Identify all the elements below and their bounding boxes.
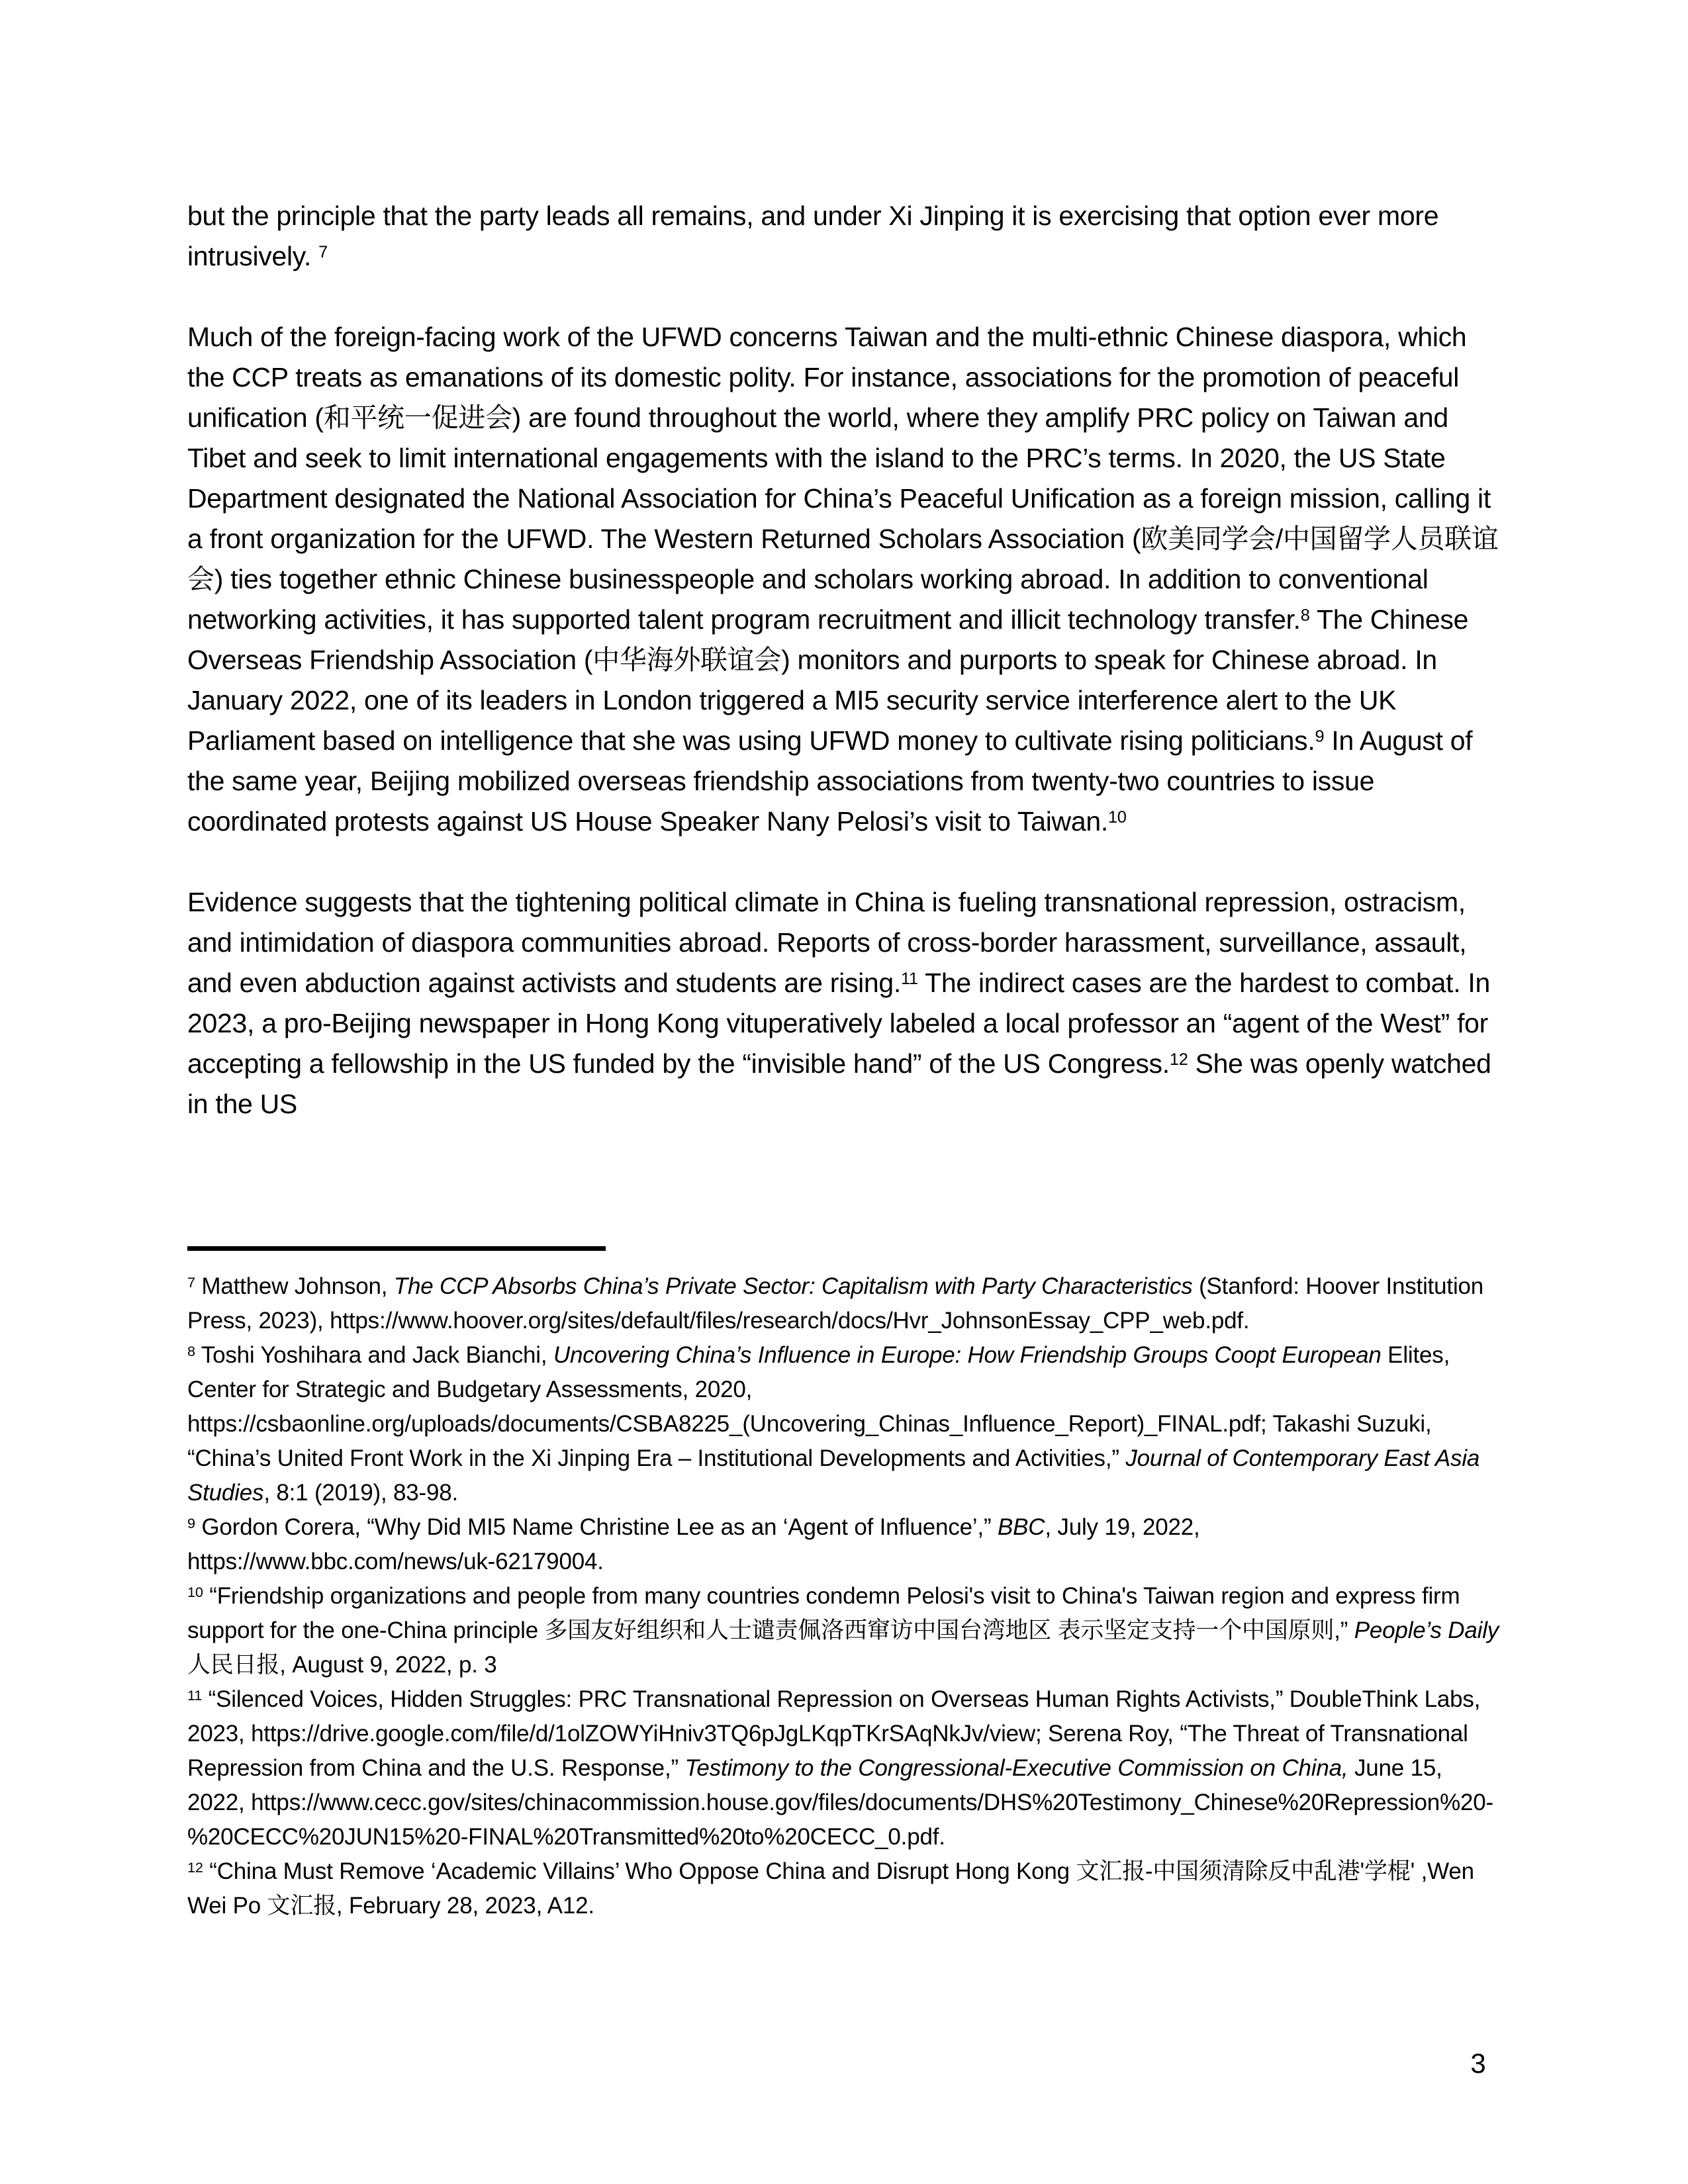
text-run: She was openly watched in the US: [187, 1048, 1491, 1119]
italic-text-run: Journal of Contemporary East Asia Studies: [187, 1445, 1480, 1506]
italic-text-run: People’s Daily: [1354, 1617, 1499, 1643]
footnote-ref: 10: [1107, 807, 1127, 827]
footnote-ref: 11: [901, 969, 918, 988]
footnote-ref: 11: [187, 1686, 203, 1704]
text-run: 人民日报, August 9, 2022, p. 3: [187, 1652, 497, 1678]
italic-text-run: BBC: [997, 1514, 1045, 1540]
footnote-9: [187, 1510, 1501, 1579]
text-run: June 15, 2022, https://www.cecc.gov/sites/chinacommission.house.gov/files/documents/DHS%20Testimony_Chinese%20Repression%20-%20CECC%20JUN15%20-FINAL%20Transmitted%20to%20CECC_0.pdf.: [187, 1755, 1493, 1850]
paragraph-3: [187, 882, 1501, 1124]
footnote-ref: 9: [187, 1514, 195, 1531]
text-run: , July 19, 2022, https://www.bbc.com/news/uk-62179004.: [187, 1514, 1200, 1574]
footnotes-section: [187, 1269, 1501, 1923]
text-run: Toshi Yoshihara and Jack Bianchi,: [195, 1342, 553, 1368]
footnote-7: [187, 1269, 1501, 1338]
paragraph-1: [187, 196, 1501, 277]
text-run: Elites, Center for Strategic and Budgetary Assessments, 2020, https://csbaonline.org/uploads/documents/CSBA8225_(Uncovering_Chinas_Influence_Report)_FINAL.pdf; Takashi Suzuki, “China’s United Front Work in the Xi Jinping Era – Institutional Developments and Activities,”: [187, 1342, 1450, 1471]
body-text: [187, 196, 1501, 1165]
text-run: , 8:1 (2019), 83-98.: [263, 1480, 459, 1506]
footnote-ref: 12: [187, 1858, 203, 1876]
text-run: “China Must Remove ‘Academic Villains’ Who Oppose China and Disrupt Hong Kong 文汇报-中国须清除反中乱港'学棍' ,Wen Wei Po 文汇报, February 28, 2023, A12.: [187, 1858, 1474, 1919]
text-run: “Friendship organizations and people from many countries condemn Pelosi's visit to China's Taiwan region and express firm support for the one-China principle 多国友好组织和人士谴责佩洛西窜访中国台湾地区 表示坚定支持一个中国原则,”: [187, 1583, 1460, 1643]
paragraph-2: [187, 317, 1501, 842]
footnote-ref: 10: [187, 1583, 203, 1600]
text-run: Matthew Johnson,: [195, 1273, 394, 1299]
footnote-separator: [187, 1246, 606, 1251]
page-number: 3: [1470, 2048, 1486, 2079]
italic-text-run: The CCP Absorbs China’s Private Sector: Capitalism with Party Characteristics: [393, 1273, 1193, 1299]
text-run: Gordon Corera, “Why Did MI5 Name Christine Lee as an ‘Agent of Influence’,”: [195, 1514, 998, 1540]
text-run: but the principle that the party leads all remains, and under Xi Jinping it is exercising that option ever more intrusively.: [187, 201, 1439, 271]
footnote-ref: 8: [187, 1342, 195, 1359]
footnote-ref: 7: [318, 242, 328, 261]
footnote-10: [187, 1579, 1501, 1682]
text-run: In August of the same year, Beijing mobilized overseas friendship associations from twenty-two countries to issue coordinated protests against US House Speaker Nany Pelosi’s visit to Taiwan.: [187, 725, 1473, 837]
footnote-11: [187, 1682, 1501, 1854]
text-run: (Stanford: Hoover Institution Press, 2023), https://www.hoover.org/sites/default/files/research/docs/Hvr_JohnsonEssay_CPP_web.pdf.: [187, 1273, 1484, 1334]
footnote-8: [187, 1338, 1501, 1510]
italic-text-run: Uncovering China’s Influence in Europe: How Friendship Groups Coopt European: [553, 1342, 1382, 1368]
text-run: The Chinese Overseas Friendship Association (中华海外联谊会) monitors and purports to speak for Chinese abroad. In January 2022, one of its leaders in London triggered a MI5 security service interference alert to the UK Parliament based on intelligence that she was using UFWD money to cultivate rising politicians.: [187, 604, 1469, 756]
footnote-12: [187, 1854, 1501, 1923]
footnote-ref: 9: [1315, 727, 1325, 746]
footnote-ref: 7: [187, 1273, 195, 1291]
footnote-ref: 8: [1300, 606, 1310, 625]
italic-text-run: Testimony to the Congressional-Executive Commission on China,: [684, 1755, 1348, 1781]
text-run: Evidence suggests that the tightening political climate in China is fueling transnational repression, ostracism, and intimidation of diaspora communities abroad. Reports of cross-border harassment, surveillance, assault, and even abduction against activists and students are rising.: [187, 887, 1467, 998]
text-run: “Silenced Voices, Hidden Struggles: PRC Transnational Repression on Overseas Human Rights Activists,” DoubleThink Labs, 2023, https://drive.google.com/file/d/1olZOWYiHniv3TQ6pJgLKqpTKrSAqNkJv/view; Serena Roy, “The Threat of Transnational Repression from China and the U.S. Response,”: [187, 1686, 1481, 1781]
footnote-ref: 12: [1169, 1050, 1188, 1069]
text-run: Much of the foreign-facing work of the UFWD concerns Taiwan and the multi-ethnic Chinese diaspora, which the CCP treats as emanations of its domestic polity. For instance, associations for the promotion of peaceful unification (和平统一促进会) are found throughout the world, where they amplify PRC policy on Taiwan and Tibet and seek to limit international engagements with the island to the PRC’s terms. In 2020, the US State Department designated the National Association for China’s Peaceful Unification as a foreign mission, calling it a front organization for the UFWD. The Western Returned Scholars Association (欧美同学会/中国留学人员联谊会) ties together ethnic Chinese businesspeople and scholars working abroad. In addition to conventional networking activities, it has supported talent program recruitment and illicit technology transfer.: [187, 322, 1499, 635]
text-run: The indirect cases are the hardest to combat. In 2023, a pro-Beijing newspaper in Hong Kong vituperatively labeled a local professor an “agent of the West” for accepting a fellowship in the US funded by the “invisible hand” of the US Congress.: [187, 968, 1491, 1079]
